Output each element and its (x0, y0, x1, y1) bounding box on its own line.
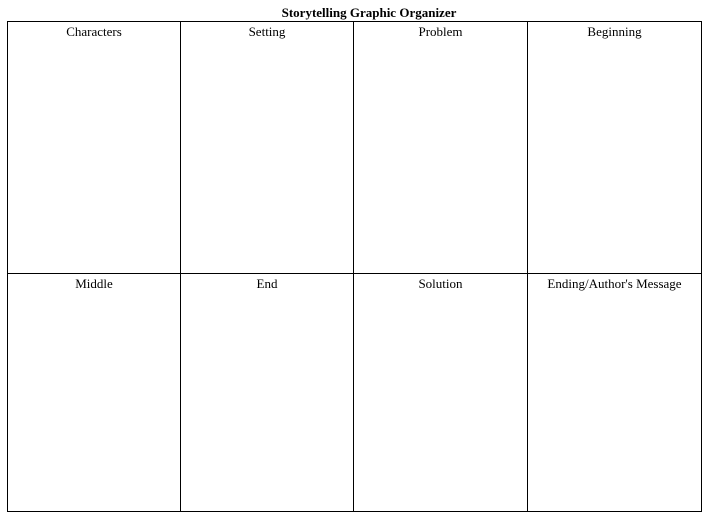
table-row (8, 22, 702, 274)
cell-label: Solution (418, 276, 463, 291)
middle-cell[interactable] (8, 274, 181, 512)
setting-cell[interactable] (181, 22, 354, 274)
cell-label: End (256, 276, 278, 291)
page-title: Storytelling Graphic Organizer (281, 5, 457, 20)
problem-cell[interactable] (354, 22, 528, 274)
cell-label: Middle (75, 276, 113, 291)
cell-label: Setting (248, 24, 286, 39)
end-cell[interactable] (181, 274, 354, 512)
organizer-table (7, 21, 702, 512)
solution-cell[interactable] (354, 274, 528, 512)
cell-label: Characters (66, 24, 122, 39)
beginning-cell[interactable] (528, 22, 702, 274)
cell-label: Ending/Author's Message (547, 276, 682, 291)
characters-cell[interactable] (8, 22, 181, 274)
cell-label: Problem (418, 24, 463, 39)
cell-label: Beginning (587, 24, 642, 39)
ending-authors-message-cell[interactable] (528, 274, 702, 512)
table-row (8, 274, 702, 512)
